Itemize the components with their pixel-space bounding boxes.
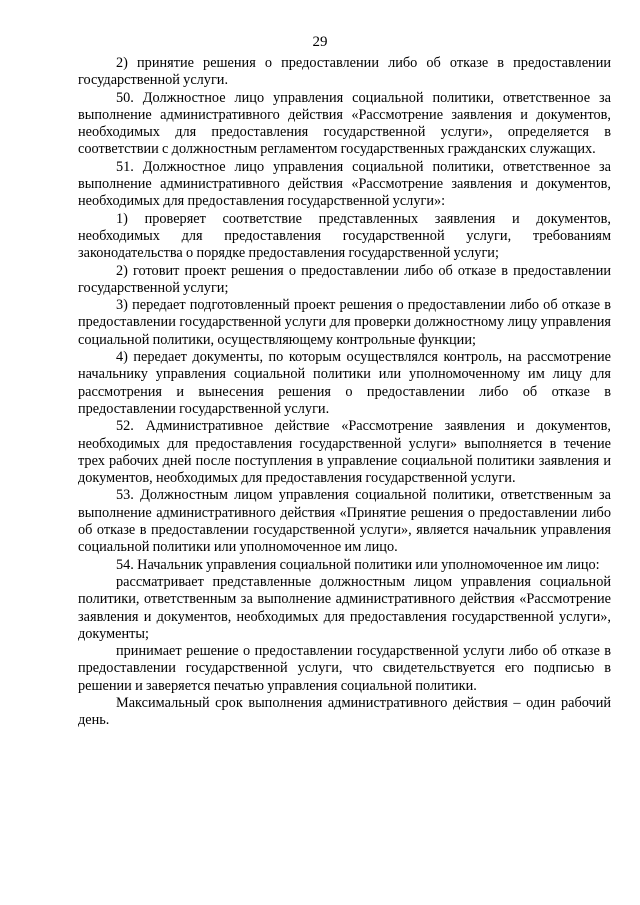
- paragraph-54: 54. Начальник управления социальной политики или уполномоченное им лицо:: [116, 556, 600, 573]
- paragraph-51-item-1: 1) проверяет соответствие представленных заявления и документов, необходимых для предоставления государственной услуги, требованиям законодательства о порядке предоставления государственной услуги;: [78, 210, 611, 262]
- paragraph-52: 52. Административное действие «Рассмотрение заявления и документов, необходимых для предоставления государственной услуги» выполняется в течение трех рабочих дней после поступления в управление социальной политики заявления и документов, необходимых для предоставления государственной услуги.: [78, 418, 611, 487]
- paragraph-50: 50. Должностное лицо управления социальной политики, ответственное за выполнение административного действия «Рассмотрение заявления и документов, необходимых для предоставления государственной услуги», определяется в соответствии с должностным регламентом государственных гражданских служащих.: [78, 89, 611, 158]
- paragraph-54-clause-review: рассматривает представленные должностным лицом управления социальной политики, ответственным за выполнение административного действия «Рассмотрение заявления и документов, необходимых для предоставления государственной услуги», документы;: [78, 573, 611, 642]
- paragraph-item-2: 2) принятие решения о предоставлении либо об отказе в предоставлении государственной услуги.: [78, 55, 611, 89]
- paragraph-54-clause-decision: принимает решение о предоставлении государственной услуги либо об отказе в предоставлении государственной услуги, что свидетельствуется его подписью в решении и заверяется печатью управления социальной политики.: [78, 643, 611, 694]
- paragraph-51: 51. Должностное лицо управления социальной политики, ответственное за выполнение административного действия «Рассмотрение заявления и документов, необходимых для предоставления государственной услуги»:: [78, 158, 611, 210]
- document-body: [78, 55, 611, 730]
- paragraph-max-duration: Максимальный срок выполнения административного действия – один рабочий день.: [78, 694, 611, 729]
- paragraph-53: 53. Должностным лицом управления социальной политики, ответственным за выполнение административного действия «Принятие решения о предоставлении либо об отказе в предоставлении государственной услуги», является начальник управления социальной политики или уполномоченное им лицо.: [78, 487, 611, 556]
- paragraph-51-item-2: 2) готовит проект решения о предоставлении либо об отказе в предоставлении государственной услуги;: [78, 262, 611, 296]
- paragraph-51-item-4: 4) передает документы, по которым осуществлялся контроль, на рассмотрение начальнику управления социальной политики или уполномоченному им лицу для рассмотрения и вынесения решения о предоставлении либо об отказе в предоставлении государственной услуги.: [78, 349, 611, 417]
- paragraph-51-item-3: 3) передает подготовленный проект решения о предоставлении либо об отказе в предоставлении государственной услуги для проверки должностному лицу управления социальной политики, осуществляющему контрольные функции;: [78, 297, 611, 348]
- page-number: 29: [312, 34, 328, 50]
